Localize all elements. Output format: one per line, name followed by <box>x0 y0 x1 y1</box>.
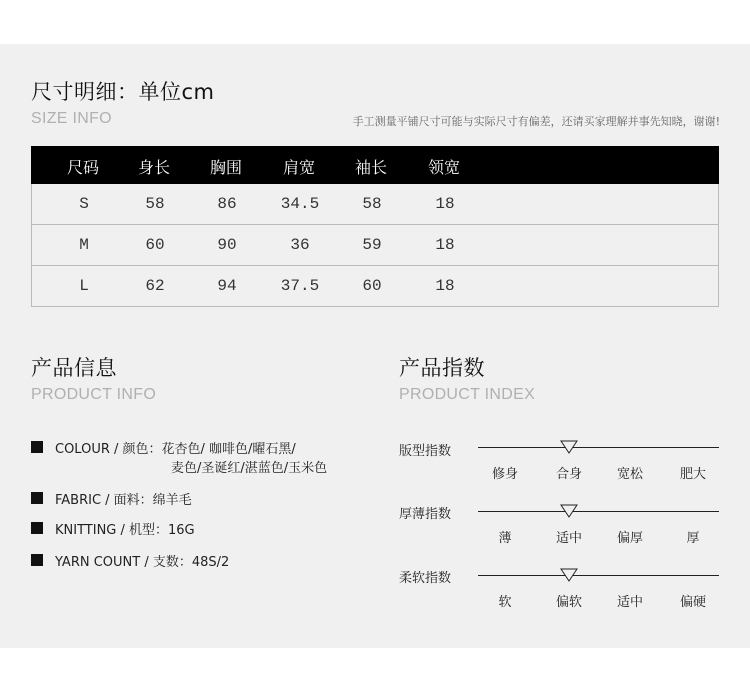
table-cell: 36 <box>290 236 310 254</box>
column-header: 胸围 <box>209 158 243 177</box>
scale-line <box>478 511 719 512</box>
column-header: 领宽 <box>427 158 461 177</box>
scale-label: 版型指数 <box>399 444 452 459</box>
table-cell: 18 <box>435 236 455 254</box>
product-info-text: YARN COUNT / 支数：48S/2 <box>55 555 230 570</box>
table-cell: 86 <box>217 195 237 213</box>
bullet-icon <box>31 492 43 504</box>
column-header: 肩宽 <box>282 158 316 177</box>
table-cell: 37.5 <box>280 277 320 295</box>
scale-marker-icon <box>560 440 578 454</box>
scale-option: 薄 <box>498 531 512 546</box>
table-cell: M <box>79 236 89 254</box>
scale-option: 宽松 <box>616 467 644 482</box>
scale-option: 合身 <box>555 467 583 482</box>
scale-option: 适中 <box>555 531 583 546</box>
table-cell: 90 <box>217 236 237 254</box>
size-table-header <box>31 146 719 184</box>
scale-line <box>478 575 719 576</box>
scale-label: 柔软指数 <box>399 571 452 586</box>
product-info-text: KNITTING / 机型：16G <box>55 523 195 538</box>
product-info-text: COLOUR / 颜色：花杏色/ 咖啡色/曜石黑/ <box>55 442 296 457</box>
scale-option: 偏厚 <box>616 531 644 546</box>
product-index-subtitle: PRODUCT INDEX <box>399 386 536 403</box>
scale-marker-icon <box>560 504 578 518</box>
table-cell: 60 <box>145 236 165 254</box>
scale-label: 厚薄指数 <box>399 507 452 522</box>
table-cell: 18 <box>435 277 455 295</box>
table-cell: 58 <box>145 195 165 213</box>
table-cell: S <box>79 195 89 213</box>
scale-option: 修身 <box>491 467 519 482</box>
scale-line <box>478 447 719 448</box>
product-info-subtitle: PRODUCT INFO <box>31 386 157 403</box>
scale-option: 偏硬 <box>679 595 707 610</box>
product-info-title: 产品信息 <box>31 356 117 380</box>
table-cell: 34.5 <box>280 195 320 213</box>
table-row <box>31 184 719 225</box>
table-cell: 62 <box>145 277 165 295</box>
table-cell: 94 <box>217 277 237 295</box>
size-info-title: 尺寸明细：单位cm <box>31 80 215 104</box>
scale-option: 软 <box>498 595 512 610</box>
bullet-icon <box>31 554 43 566</box>
scale-marker-icon <box>560 568 578 582</box>
product-info-text-continued: 麦色/圣诞红/湛蓝色/玉米色 <box>171 461 328 476</box>
bullet-icon <box>31 441 43 453</box>
scale-option: 偏软 <box>555 595 583 610</box>
scale-option: 厚 <box>686 531 700 546</box>
table-cell: L <box>79 277 89 295</box>
table-cell: 59 <box>362 236 382 254</box>
product-index-title: 产品指数 <box>399 356 485 380</box>
size-table <box>31 146 719 307</box>
product-info-text: FABRIC / 面料：绵羊毛 <box>55 493 192 508</box>
table-cell: 60 <box>362 277 382 295</box>
column-header: 袖长 <box>354 158 388 177</box>
table-row <box>31 266 719 307</box>
size-info-subtitle: SIZE INFO <box>31 110 112 127</box>
scale-option: 肥大 <box>679 467 707 482</box>
scale-option: 适中 <box>616 595 644 610</box>
size-info-note: 手工测量平铺尺寸可能与实际尺寸有偏差，还请买家理解并事先知晓，谢谢! <box>352 115 720 128</box>
table-cell: 58 <box>362 195 382 213</box>
table-cell: 18 <box>435 195 455 213</box>
table-row <box>31 225 719 266</box>
bullet-icon <box>31 522 43 534</box>
column-header: 尺码 <box>66 158 100 177</box>
column-header: 身长 <box>137 158 171 177</box>
